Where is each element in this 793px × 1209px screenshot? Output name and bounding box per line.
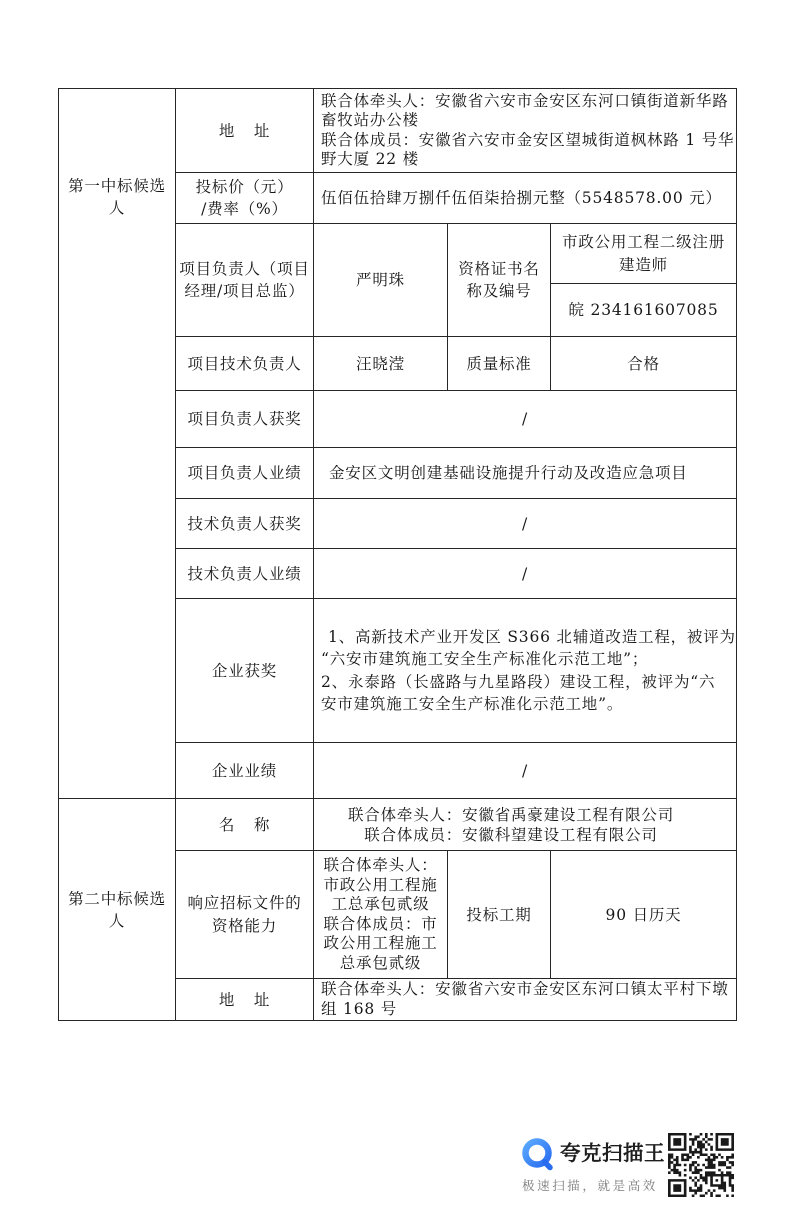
bid-price-label-line: 投标价（元） [195, 178, 294, 196]
pm-performance-value: 金安区文明创建基础设施提升行动及改造应急项目 [314, 448, 737, 499]
project-manager-name: 严明珠 [314, 224, 448, 337]
address-line: 畜牧站办公楼 [321, 111, 419, 129]
address-value [314, 89, 737, 173]
certificate-number: 皖 234161607085 [551, 284, 737, 337]
bid-candidate-table [58, 88, 737, 1021]
certificate-label-line: 资格证书名 [458, 260, 540, 278]
brand-name: 夸克扫描王 [560, 1141, 665, 1165]
table-row-second-name [59, 799, 737, 851]
second-address-line: 组 168 号 [321, 999, 398, 1018]
second-candidate-label [59, 799, 176, 1021]
qualification-line: 市政公用工程施 [323, 875, 438, 894]
bid-period-label: 投标工期 [448, 851, 551, 979]
logo-tail [545, 1162, 551, 1168]
company-awards-value [314, 599, 737, 743]
qualification-label [176, 851, 314, 979]
company-award-line: 1、高新技术产业开发区 S366 北辅道改造工程，被评为 [328, 627, 736, 646]
pm-awards-value: / [314, 391, 737, 448]
certificate-label-line: 称及编号 [466, 282, 532, 300]
certificate-label [448, 224, 551, 337]
second-address-label: 地 址 [176, 979, 314, 1021]
table-row-first-address [59, 89, 737, 173]
second-candidate-label-line: 第二中标候选 [68, 889, 166, 908]
project-manager-label-line: 项目负责人（项目 [179, 260, 310, 278]
address-line: 联合体成员：安徽省六安市金安区望城街道枫林路 1 号华 [321, 130, 735, 149]
technical-lead-label: 项目技术负责人 [176, 337, 314, 391]
qualification-line: 工总承包贰级 [331, 895, 430, 913]
bid-price-value: 伍佰伍拾肆万捌仟伍佰柒拾捌元整（5548578.00 元） [314, 173, 737, 224]
second-address-line: 联合体牵头人：安徽省六安市金安区东河口镇太平村下墩 [321, 980, 729, 998]
qualification-value [314, 851, 448, 979]
technical-lead-name: 汪晓滢 [314, 337, 448, 391]
pm-performance-label: 项目负责人业绩 [176, 448, 314, 499]
qualification-line: 总承包贰级 [339, 953, 422, 972]
qualification-line: 政公用工程施工 [323, 934, 438, 952]
first-candidate-label-line: 人 [108, 199, 126, 217]
address-label: 地 址 [176, 89, 314, 173]
quality-standard-value: 合格 [551, 337, 737, 391]
company-award-line: “六安市建筑施工安全生产标准化示范工地”； [321, 650, 649, 668]
company-name-value [314, 799, 737, 851]
bid-price-label-line: /费率（%） [201, 200, 288, 218]
qualification-label-line: 资格能力 [211, 916, 278, 935]
qualification-label-line: 响应招标文件的 [187, 893, 302, 912]
address-line: 野大厦 22 楼 [321, 150, 419, 168]
project-manager-label [176, 224, 314, 337]
company-award-line: 安市建筑施工安全生产标准化示范工地”。 [321, 695, 624, 713]
company-name-line: 联合体成员：安徽科望建设工程有限公司 [364, 825, 658, 844]
tech-awards-value: / [314, 499, 737, 549]
first-candidate-label-line: 第一中标候选 [68, 177, 166, 195]
second-address-value [314, 979, 737, 1021]
certificate-name [551, 224, 737, 284]
quality-standard-label: 质量标准 [448, 337, 551, 391]
bid-period-value: 90 日历天 [551, 851, 737, 979]
company-awards-label: 企业获奖 [176, 599, 314, 743]
tech-performance-label: 技术负责人业绩 [176, 549, 314, 599]
first-candidate-label [59, 89, 176, 799]
pm-awards-label: 项目负责人获奖 [176, 391, 314, 448]
second-candidate-label-line: 人 [108, 911, 126, 930]
certificate-name-line: 市政公用工程二级注册 [562, 232, 726, 251]
brand-slogan: 极速扫描，就是高效 [522, 1178, 658, 1193]
qualification-line: 联合体成员：市 [323, 914, 438, 933]
table-body [59, 89, 737, 1021]
qualification-line: 联合体牵头人： [323, 856, 438, 874]
company-performance-label: 企业业绩 [176, 743, 314, 799]
qr-code-icon [668, 1133, 734, 1197]
company-name-label: 名 称 [176, 799, 314, 851]
company-award-line: 2、永泰路（长盛路与九星路段）建设工程，被评为“六 [321, 672, 716, 691]
address-line: 联合体牵头人：安徽省六安市金安区东河口镇街道新华路 [321, 91, 729, 110]
tech-performance-value: / [314, 549, 737, 599]
bid-price-label [176, 173, 314, 224]
company-performance-value: / [314, 743, 737, 799]
certificate-name-line: 建造师 [619, 255, 668, 274]
tech-awards-label: 技术负责人获奖 [176, 499, 314, 549]
quark-logo-icon [520, 1136, 556, 1172]
project-manager-label-line: 经理/项目总监） [184, 282, 305, 300]
company-name-line: 联合体牵头人：安徽省禹豪建设工程有限公司 [348, 805, 675, 824]
